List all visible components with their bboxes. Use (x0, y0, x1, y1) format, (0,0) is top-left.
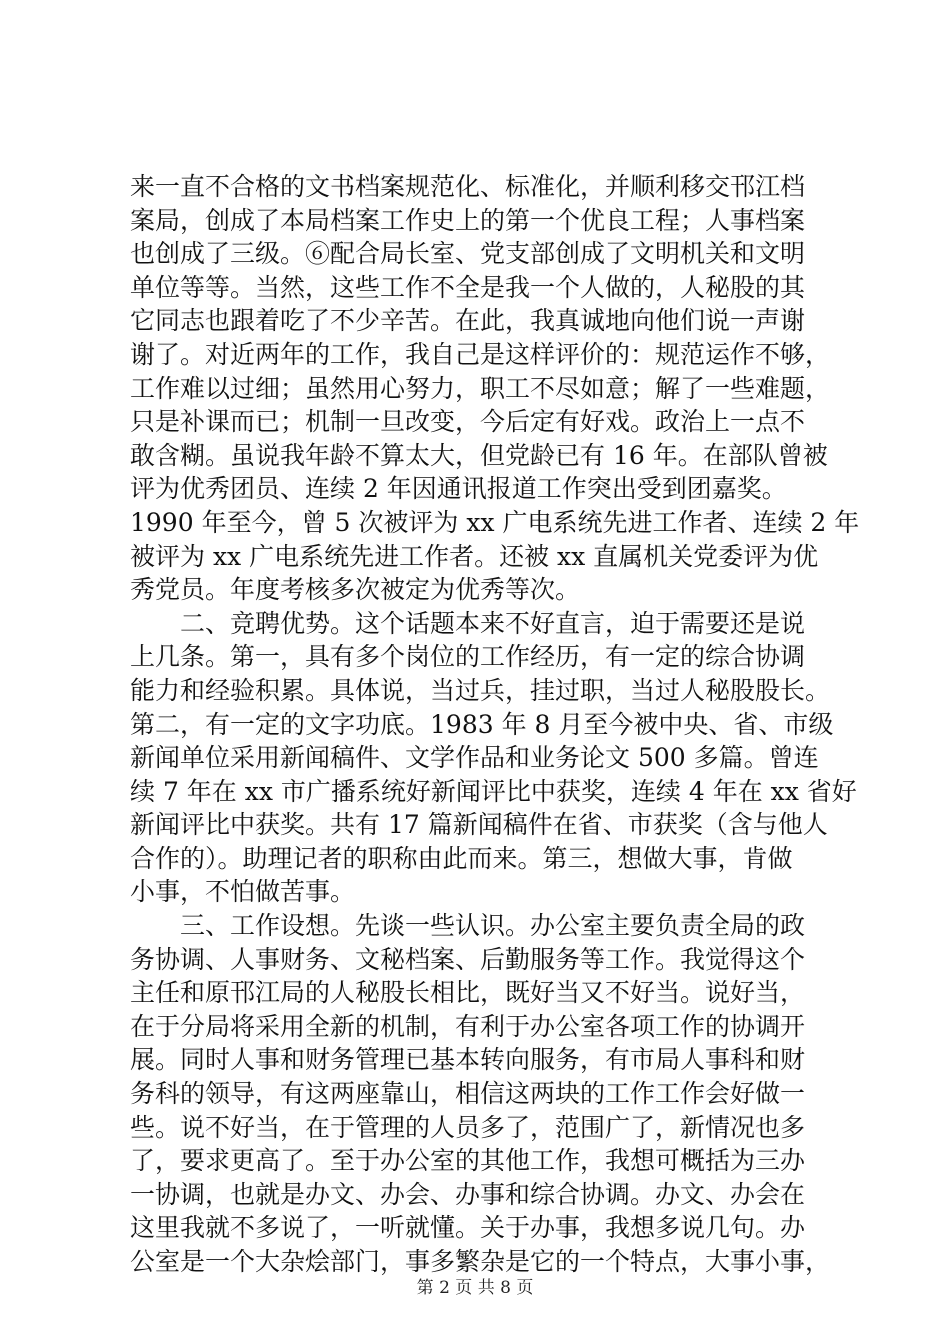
text-line: 来一直不合格的文书档案规范化、标准化，并顺利移交邗江档 (130, 172, 806, 201)
text-line: 案局，创成了本局档案工作史上的第一个优良工程；人事档案 (130, 205, 806, 235)
text-line: 公室是一个大杂烩部门，事多繁杂是它的一个特点，大事小事， (130, 1247, 831, 1276)
text-line: 只是补课而已；机制一旦改变，今后定有好戏。政治上一点不 (130, 407, 806, 437)
text-line: 被评为 xx 广电系统先进工作者。还被 xx 直属机关党委评为优 (130, 541, 819, 571)
text-line: 些。说不好当，在于管理的人员多了，范围广了，新情况也多 (130, 1112, 806, 1142)
text-line: 它同志也跟着吃了不少辛苦。在此，我真诚地向他们说一声谢 (130, 306, 806, 336)
text-line: 合作的）。助理记者的职称由此而来。第三，想做大事，肯做 (130, 843, 793, 873)
section-heading-line: 二、竞聘优势。这个话题本来不好直言，迫于需要还是说 (180, 608, 806, 638)
text-line: 1990 年至今，曾 5 次被评为 xx 广电系统先进工作者、连续 2 年 (130, 507, 860, 537)
text-line: 这里我就不多说了，一听就懂。关于办事，我想多说几句。办 (130, 1213, 806, 1243)
document-body (130, 170, 860, 1279)
text-line: 第二，有一定的文字功底。1983 年 8 月至今被中央、省、市级 (130, 709, 834, 739)
text-line: 新闻单位采用新闻稿件、文学作品和业务论文 500 多篇。曾连 (130, 743, 819, 773)
text-line: 小事，不怕做苦事。 (130, 877, 356, 907)
text-line: 敢含糊。虽说我年龄不算太大，但党龄已有 16 年。在部队曾被 (130, 440, 828, 470)
text-line: 主任和原邗江局的人秘股长相比，既好当又不好当。说好当， (130, 978, 806, 1008)
page-number-footer: 第 2 页 共 8 页 (416, 1278, 534, 1298)
text-line: 秀党员。年度考核多次被定为优秀等次。 (130, 575, 581, 605)
text-line: 谢了。对近两年的工作，我自己是这样评价的：规范运作不够， (130, 339, 831, 369)
text-line: 务协调、人事财务、文秘档案、后勤服务等工作。我觉得这个 (130, 944, 806, 974)
text-line: 展。同时人事和财务管理已基本转向服务，有市局人事科和财 (130, 1045, 806, 1075)
text-line: 务科的领导，有这两座靠山，相信这两块的工作工作会好做一 (130, 1079, 806, 1109)
text-line: 续 7 年在 xx 市广播系统好新闻评比中获奖，连续 4 年在 xx 省好 (130, 776, 857, 806)
text-line: 评为优秀团员、连续 2 年因通讯报道工作突出受到团嘉奖。 (130, 474, 787, 504)
text-line: 在于分局将采用全新的机制，有利于办公室各项工作的协调开 (130, 1011, 806, 1041)
text-line: 也创成了三级。⑥配合局长室、党支部创成了文明机关和文明 (130, 239, 806, 269)
text-line: 了，要求更高了。至于办公室的其他工作，我想可概括为三办 (130, 1146, 806, 1176)
text-line: 新闻评比中获奖。共有 17 篇新闻稿件在省、市获奖（含与他人 (130, 810, 828, 840)
section-heading-line: 三、工作设想。先谈一些认识。办公室主要负责全局的政 (180, 911, 806, 941)
text-line: 单位等等。当然，这些工作不全是我一个人做的，人秘股的其 (130, 272, 806, 302)
text-line: 一协调，也就是办文、办会、办事和综合协调。办文、办会在 (130, 1179, 806, 1209)
text-line: 工作难以过细；虽然用心努力，职工不尽如意；解了一些难题， (130, 373, 831, 403)
text-line: 上几条。第一，具有多个岗位的工作经历，有一定的综合协调 (130, 642, 806, 672)
text-line: 能力和经验积累。具体说，当过兵，挂过职，当过人秘股股长。 (130, 675, 831, 705)
